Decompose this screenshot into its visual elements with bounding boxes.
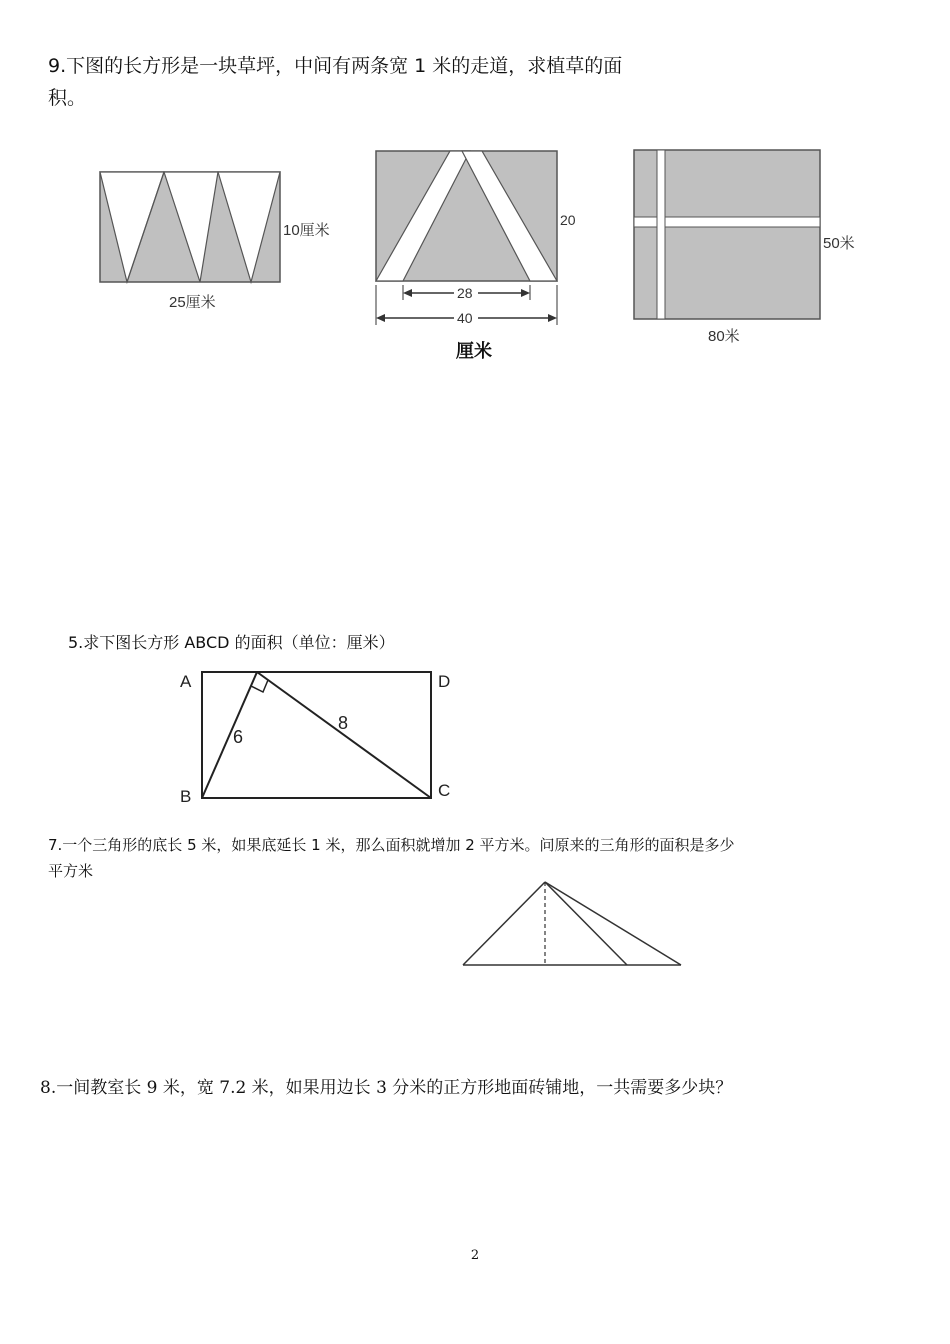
- fig3-width-label: 80米: [708, 328, 740, 345]
- figure-extended-triangle: [455, 875, 695, 975]
- fig2-height-label: 20: [560, 212, 576, 228]
- label-a: A: [180, 672, 192, 691]
- fig1-height-label: 10厘米: [283, 222, 330, 239]
- figure-rectangle-abcd: [170, 660, 470, 810]
- extended-triangle-side: [545, 882, 681, 965]
- original-triangle-side: [545, 882, 627, 965]
- question-9-text: 9.下图的长方形是一块草坪，中间有两条宽 1 米的走道，求植草的面积。: [48, 55, 623, 109]
- figure-triangle-paths: [370, 145, 590, 370]
- page-number: 2: [470, 1248, 480, 1263]
- figure-triangles-rectangle: [95, 165, 345, 315]
- fig2-unit-label: 厘米: [456, 341, 492, 361]
- fig2-inner-label: 28: [457, 285, 473, 301]
- label-side-8: 8: [338, 713, 349, 733]
- question-8-text: 8.一间教室长 9 米，宽 7.2 米，如果用边长 3 分米的正方形地面砖铺地，一共需要多少块？: [40, 1078, 733, 1098]
- fig3-height-label: 50米: [823, 235, 855, 252]
- abcd-segment-6: [202, 672, 257, 798]
- question-5-text: 5.求下图长方形 ABCD 的面积（单位：厘米）: [68, 633, 395, 652]
- label-c: C: [438, 781, 451, 800]
- fig3-vertical-path: [657, 150, 665, 319]
- label-side-6: 6: [233, 727, 244, 747]
- question-7-text: 7.一个三角形的底长 5 米，如果底延长 1 米，那么面积就增加 2 平方米。问原来的三角形的面积是多少平方米: [48, 836, 735, 880]
- label-b: B: [180, 787, 192, 806]
- label-d: D: [438, 672, 451, 691]
- fig2-outer-label: 40: [457, 310, 473, 326]
- fig1-width-label: 25厘米: [169, 294, 216, 311]
- abcd-segment-8: [257, 672, 431, 798]
- figure-lawn-cross-paths: [630, 145, 870, 350]
